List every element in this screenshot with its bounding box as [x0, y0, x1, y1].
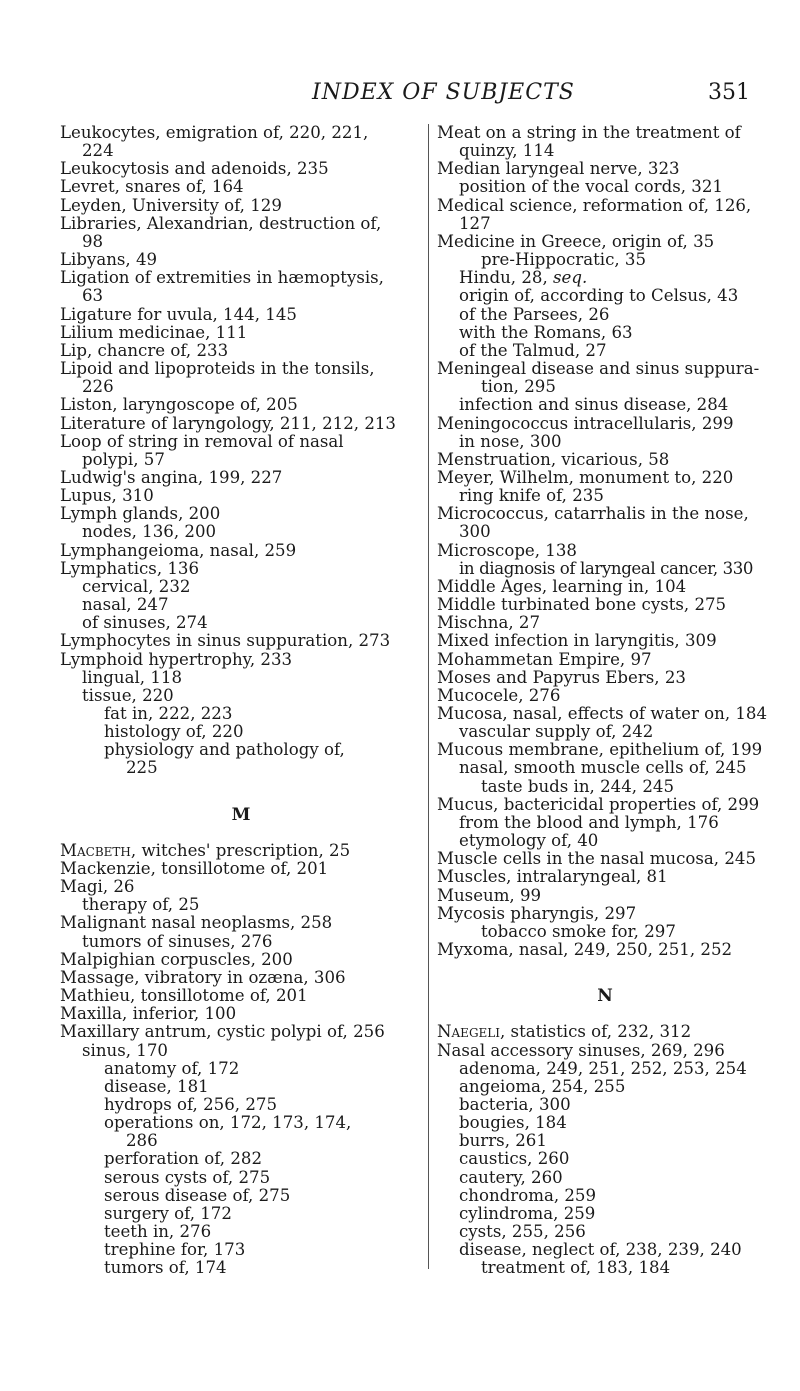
index-subentry: nodes, 136, 200	[82, 522, 217, 542]
index-entry: Maxilla, inferior, 100	[60, 1004, 237, 1024]
index-entry	[437, 1023, 773, 1041]
index-entry: Leyden, University of, 129	[60, 195, 282, 215]
index-subsubentry: hydrops of, 256, 275	[104, 1094, 278, 1114]
index-entry-continuation: quinzy, 114	[459, 141, 555, 161]
index-entry: Mohammetan Empire, 97	[437, 649, 652, 669]
section-letter-m: M	[231, 804, 251, 825]
index-entry: Ligation of extremities in hæmoptysis,	[60, 268, 384, 288]
index-entry: Middle Ages, learning in, 104	[437, 576, 687, 596]
index-entry: Lymphocytes in sinus suppuration, 273	[60, 631, 391, 651]
column-divider	[428, 124, 429, 1269]
index-entry: Median laryngeal nerve, 323	[437, 159, 680, 179]
index-entry: Medical science, reformation of, 126,	[437, 195, 752, 215]
index-entry: Micrococcus, catarrhalis in the nose,	[437, 504, 749, 524]
index-head-smallcaps: Macbeth	[60, 840, 131, 860]
left-column	[60, 124, 422, 1278]
index-entry: Mixed infection in laryngitis, 309	[437, 631, 717, 651]
index-subentry: in diagnosis of laryngeal cancer, 330	[459, 558, 754, 578]
index-entry: Levret, snares of, 164	[60, 177, 244, 197]
index-entry: Mackenzie, tonsillotome of, 201	[60, 858, 329, 878]
index-head-smallcaps: Naegeli	[437, 1022, 500, 1042]
index-entry: Lymphoid hypertrophy, 233	[60, 649, 293, 669]
index-entry: Lip, chancre of, 233	[60, 340, 229, 360]
index-subentry: pre-Hippocratic, 35	[481, 250, 647, 270]
index-entry: Libyans, 49	[60, 250, 158, 270]
index-subsubentry: taste buds in, 244, 245	[481, 776, 674, 796]
index-subsubentry: histology of, 220	[104, 722, 244, 742]
index-subentry: ring knife of, 235	[459, 486, 604, 506]
index-entry: Lymph glands, 200	[60, 504, 221, 524]
index-entry: Ludwig's angina, 199, 227	[60, 467, 283, 487]
index-entry: Menstruation, vicarious, 58	[437, 449, 670, 469]
index-entry-continuation: 226	[82, 377, 114, 397]
index-entry: Medicine in Greece, origin of, 35	[437, 231, 715, 251]
index-entry: Middle turbinated bone cysts, 275	[437, 595, 727, 615]
index-entry: Leukocytosis and adenoids, 235	[60, 159, 329, 179]
index-subentry: lingual, 118	[82, 667, 183, 687]
index-subentry: adenoma, 249, 251, 252, 253, 254	[459, 1058, 747, 1078]
index-subentry: cautery, 260	[459, 1167, 563, 1187]
index-entry: Meningeal disease and sinus suppura-	[437, 359, 760, 379]
index-entry: Malpighian corpuscles, 200	[60, 949, 293, 969]
index-entry: Loop of string in removal of nasal	[60, 431, 344, 451]
index-subsubentry: disease, 181	[104, 1076, 209, 1096]
index-entry: Mucocele, 276	[437, 685, 561, 705]
index-subentry: in nose, 300	[459, 431, 562, 451]
index-subentry: tobacco smoke for, 297	[481, 921, 676, 941]
index-entry: Muscles, intralaryngeal, 81	[437, 867, 668, 887]
index-subsubentry: operations on, 172, 173, 174,	[104, 1113, 352, 1133]
index-entry: Lilium medicinae, 111	[60, 322, 248, 342]
index-entry: Mathieu, tonsillotome of, 201	[60, 986, 308, 1006]
index-subsubentry: trephine for, 173	[104, 1240, 246, 1260]
index-subentry: of sinuses, 274	[82, 613, 208, 633]
index-subsubentry: physiology and pathology of,	[104, 740, 345, 760]
index-entry-continuation: tion, 295	[481, 377, 556, 397]
index-entry-italic: seq.	[553, 268, 588, 288]
index-subentry: therapy of, 25	[82, 895, 200, 915]
index-entry: Meningococcus intracellularis, 299	[437, 413, 734, 433]
index-entry-continuation: 127	[459, 213, 491, 233]
right-column	[437, 124, 773, 1278]
index-entry: Liston, laryngoscope of, 205	[60, 395, 298, 415]
index-subentry: etymology of, 40	[459, 831, 599, 851]
index-subentry: of the Parsees, 26	[459, 304, 610, 324]
index-entry: Mischna, 27	[437, 613, 541, 633]
index-subsubentry: fat in, 222, 223	[104, 704, 233, 723]
index-subentry: from the blood and lymph, 176	[459, 812, 719, 832]
index-subentry: vascular supply of, 242	[459, 722, 654, 742]
index-subentry: position of the vocal cords, 321	[459, 177, 723, 197]
index-entry	[60, 842, 422, 860]
index-subsubentry: serous disease of, 275	[104, 1185, 291, 1205]
index-entry: Mucus, bactericidal properties of, 299	[437, 794, 760, 814]
index-subentry	[437, 269, 773, 287]
index-subsubentry: perforation of, 282	[104, 1149, 263, 1169]
index-entry: Muscle cells in the nasal mucosa, 245	[437, 849, 757, 869]
index-entry: Lipoid and lipoproteids in the tonsils,	[60, 359, 375, 379]
index-subentry: burrs, 261	[459, 1131, 547, 1151]
index-entry: Lymphangeioma, nasal, 259	[60, 540, 297, 560]
index-subentry: with the Romans, 63	[459, 322, 633, 342]
index-subsubentry: anatomy of, 172	[104, 1058, 240, 1078]
index-entry-continuation: 63	[82, 286, 104, 306]
index-entry: Nasal accessory sinuses, 269, 296	[437, 1040, 725, 1060]
index-subsubentry: serous cysts of, 275	[104, 1167, 271, 1187]
index-entry: Meat on a string in the treatment of	[437, 123, 741, 142]
index-entry: Moses and Papyrus Ebers, 23	[437, 667, 686, 687]
index-entry: Massage, vibratory in ozæna, 306	[60, 967, 346, 987]
index-subentry: cysts, 255, 256	[459, 1222, 586, 1242]
index-entry: Lupus, 310	[60, 486, 154, 506]
index-entry: Leukocytes, emigration of, 220, 221,	[60, 123, 369, 142]
index-entry: Mycosis pharyngis, 297	[437, 903, 637, 923]
index-entry: Ligature for uvula, 144, 145	[60, 304, 297, 324]
index-subentry: nasal, 247	[82, 595, 169, 615]
running-title: INDEX OF SUBJECTS	[312, 80, 575, 105]
index-entry: Microscope, 138	[437, 540, 577, 560]
index-subentry: sinus, 170	[82, 1040, 168, 1060]
index-subentry: disease, neglect of, 238, 239, 240	[459, 1240, 742, 1260]
index-entry: Meyer, Wilhelm, monument to, 220	[437, 467, 734, 487]
index-subsubentry: treatment of, 183, 184	[481, 1258, 671, 1278]
index-subentry: bougies, 184	[459, 1113, 567, 1133]
index-subentry: nasal, smooth muscle cells of, 245	[459, 758, 747, 778]
page-header	[0, 76, 800, 116]
index-subsubentry: tumors of, 174	[104, 1258, 227, 1278]
index-entry-continuation: 300	[459, 522, 491, 542]
index-entry: Malignant nasal neoplasms, 258	[60, 913, 333, 933]
index-subsubentry-continuation: 225	[126, 758, 158, 778]
index-subentry: chondroma, 259	[459, 1185, 597, 1205]
index-subentry: origin of, according to Celsus, 43	[459, 286, 739, 306]
index-entry-text: , statistics of, 232, 312	[500, 1022, 692, 1042]
page-number: 351	[708, 80, 750, 105]
index-entry: Myxoma, nasal, 249, 250, 251, 252	[437, 940, 733, 960]
index-subsubentry: surgery of, 172	[104, 1203, 232, 1223]
index-entry: Museum, 99	[437, 885, 542, 905]
index-entry: Literature of laryngology, 211, 212, 213	[60, 413, 396, 433]
index-subentry: cylindroma, 259	[459, 1203, 596, 1223]
index-entry: Maxillary antrum, cystic polypi of, 256	[60, 1022, 385, 1042]
index-subentry: tissue, 220	[82, 685, 174, 705]
index-entry-continuation: 224	[82, 141, 114, 161]
index-subentry: cervical, 232	[82, 576, 191, 596]
index-subentry: infection and sinus disease, 284	[459, 395, 729, 415]
index-subentry: angeioma, 254, 255	[459, 1076, 626, 1096]
index-entry-text: Hindu, 28,	[459, 268, 548, 288]
index-entry: Magi, 26	[60, 877, 135, 897]
index-entry: Mucosa, nasal, effects of water on, 184	[437, 704, 768, 723]
index-entry: Libraries, Alexandrian, destruction of,	[60, 213, 382, 233]
section-letter-n: N	[597, 986, 613, 1007]
index-entry-text: , witches' prescription, 25	[130, 840, 351, 860]
index-entry: Lymphatics, 136	[60, 558, 200, 578]
index-subsubentry: teeth in, 276	[104, 1222, 212, 1242]
index-subentry: caustics, 260	[459, 1149, 570, 1169]
index-subsubentry-continuation: 286	[126, 1131, 158, 1151]
index-entry-continuation: polypi, 57	[82, 449, 165, 469]
index-subentry: bacteria, 300	[459, 1094, 571, 1114]
index-subentry: tumors of sinuses, 276	[82, 931, 273, 951]
index-entry-continuation: 98	[82, 231, 104, 251]
index-entry: Mucous membrane, epithelium of, 199	[437, 740, 763, 760]
index-subentry: of the Talmud, 27	[459, 340, 607, 360]
